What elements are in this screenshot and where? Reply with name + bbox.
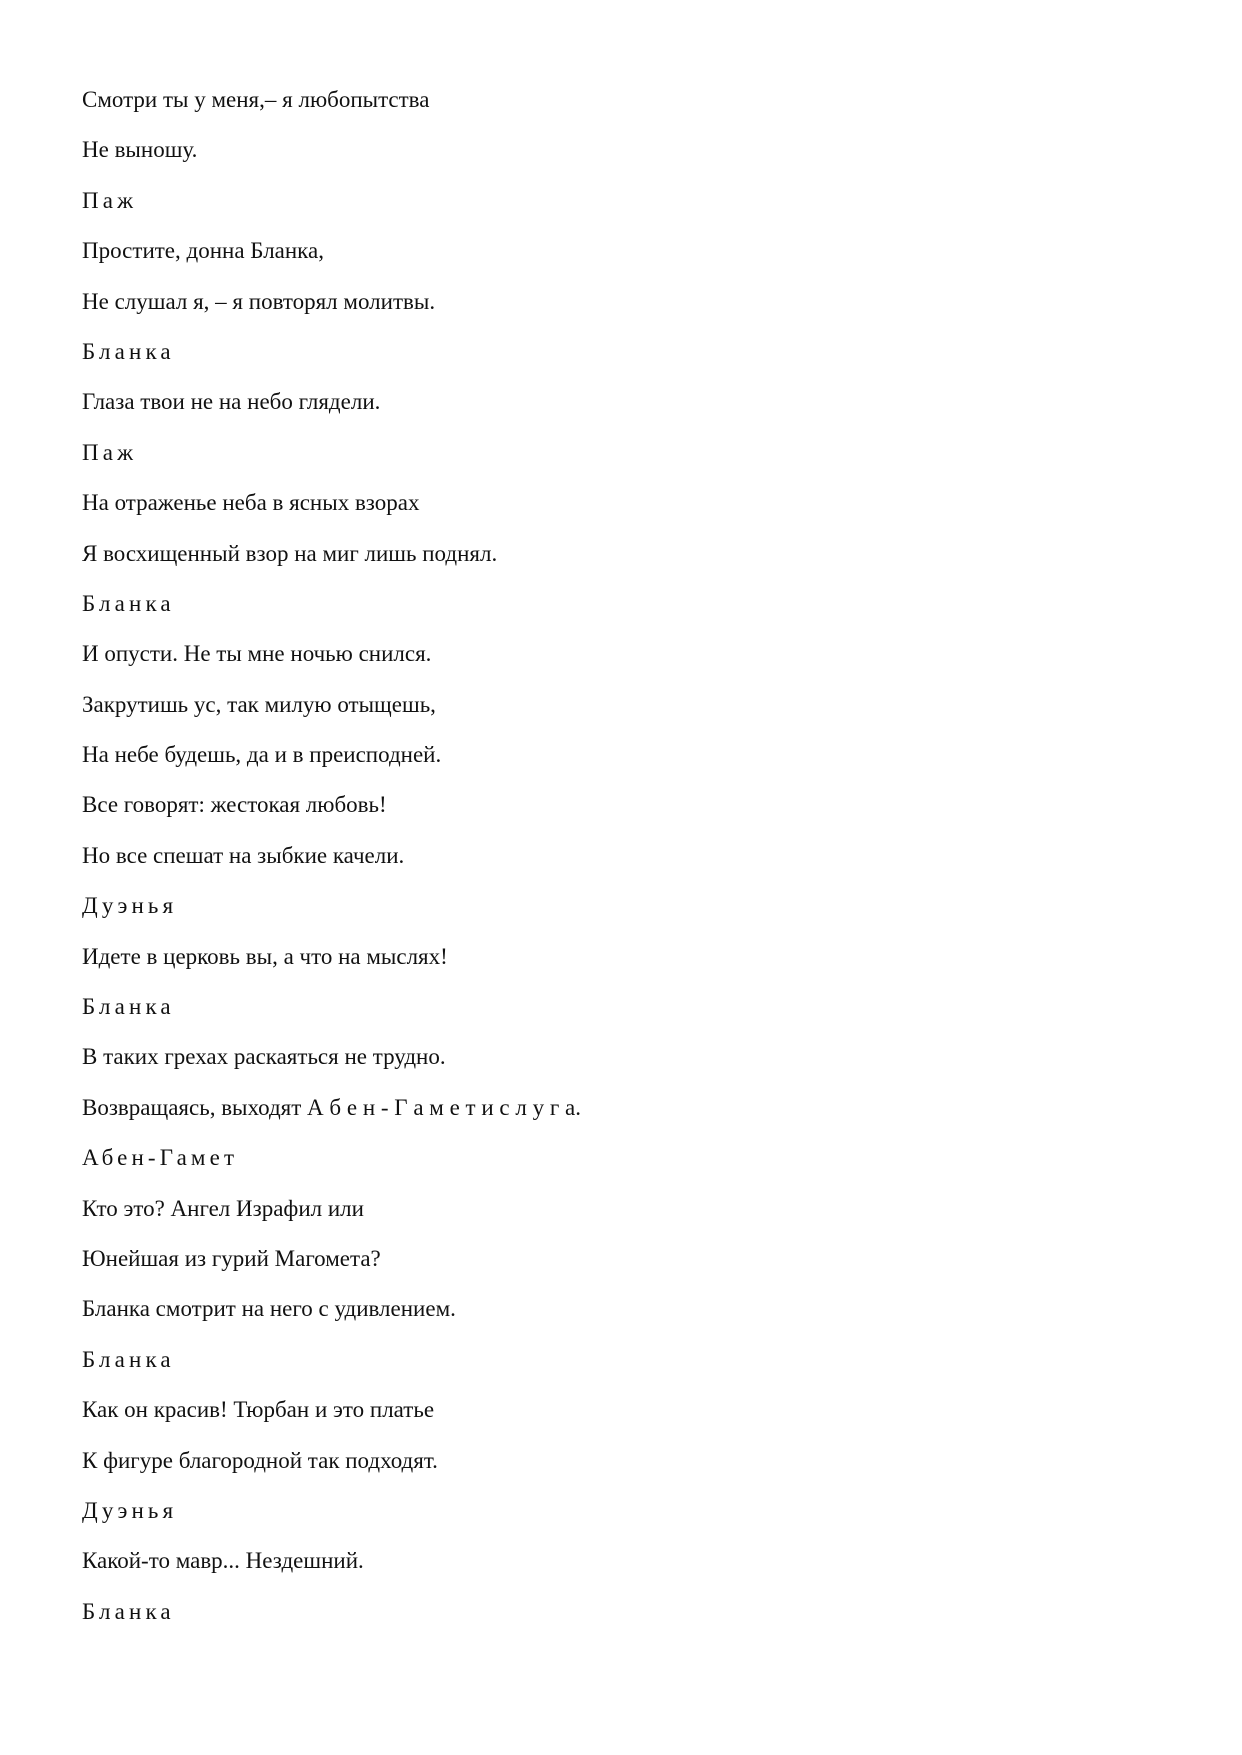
- verse-line: Не выношу.: [82, 137, 198, 163]
- verse-line: И опусти. Не ты мне ночью снился.: [82, 641, 432, 667]
- verse-line: Не слушал я, – я повторял молитвы.: [82, 288, 436, 314]
- verse-line: Какой-то мавр... Нездешний.: [82, 1548, 364, 1574]
- play-text: [82, 88, 581, 1650]
- verse-line: Кто это? Ангел Израфил или: [82, 1195, 364, 1221]
- speaker-name: Дуэнья: [82, 1497, 178, 1523]
- stage-direction: Возвращаясь, выходят А б е н - Г а м е т и с л у г а.: [82, 1094, 581, 1120]
- verse-line: На небе будешь, да и в преисподней.: [82, 742, 442, 768]
- verse-line: К фигуре благородной так подходят.: [82, 1447, 438, 1473]
- verse-line: Я восхищенный взор на миг лишь поднял.: [82, 540, 498, 566]
- verse-line: Закрутишь ус, так милую отыщешь,: [82, 691, 436, 717]
- verse-line: Все говорят: жестокая любовь!: [82, 792, 387, 818]
- speaker-name: Дуэнья: [82, 893, 178, 919]
- verse-line: На отраженье неба в ясных взорах: [82, 490, 420, 516]
- speaker-name: Бланка: [82, 338, 175, 364]
- verse-line: Смотри ты у меня,– я любопытства: [82, 87, 430, 112]
- verse-line: Идете в церковь вы, а что на мыслях!: [82, 943, 448, 969]
- speaker-name: Бланка: [82, 994, 175, 1020]
- speaker-name: Абен-Гамет: [82, 1145, 239, 1171]
- speaker-name: Бланка: [82, 1598, 175, 1624]
- verse-line: Как он красив! Тюрбан и это платье: [82, 1397, 435, 1423]
- verse-line: Глаза твои не на небо глядели.: [82, 389, 381, 415]
- verse-line: Но все спешат на зыбкие качели.: [82, 842, 405, 868]
- verse-line: Простите, донна Бланка,: [82, 238, 324, 264]
- stage-direction: Бланка смотрит на него с удивлением.: [82, 1296, 456, 1322]
- speaker-name: Бланка: [82, 1346, 175, 1372]
- speaker-name: Паж: [82, 439, 138, 465]
- speaker-name: Паж: [82, 187, 138, 213]
- verse-line: Юнейшая из гурий Магомета?: [82, 1245, 381, 1271]
- speaker-name: Бланка: [82, 590, 175, 616]
- verse-line: В таких грехах раскаяться не трудно.: [82, 1044, 446, 1070]
